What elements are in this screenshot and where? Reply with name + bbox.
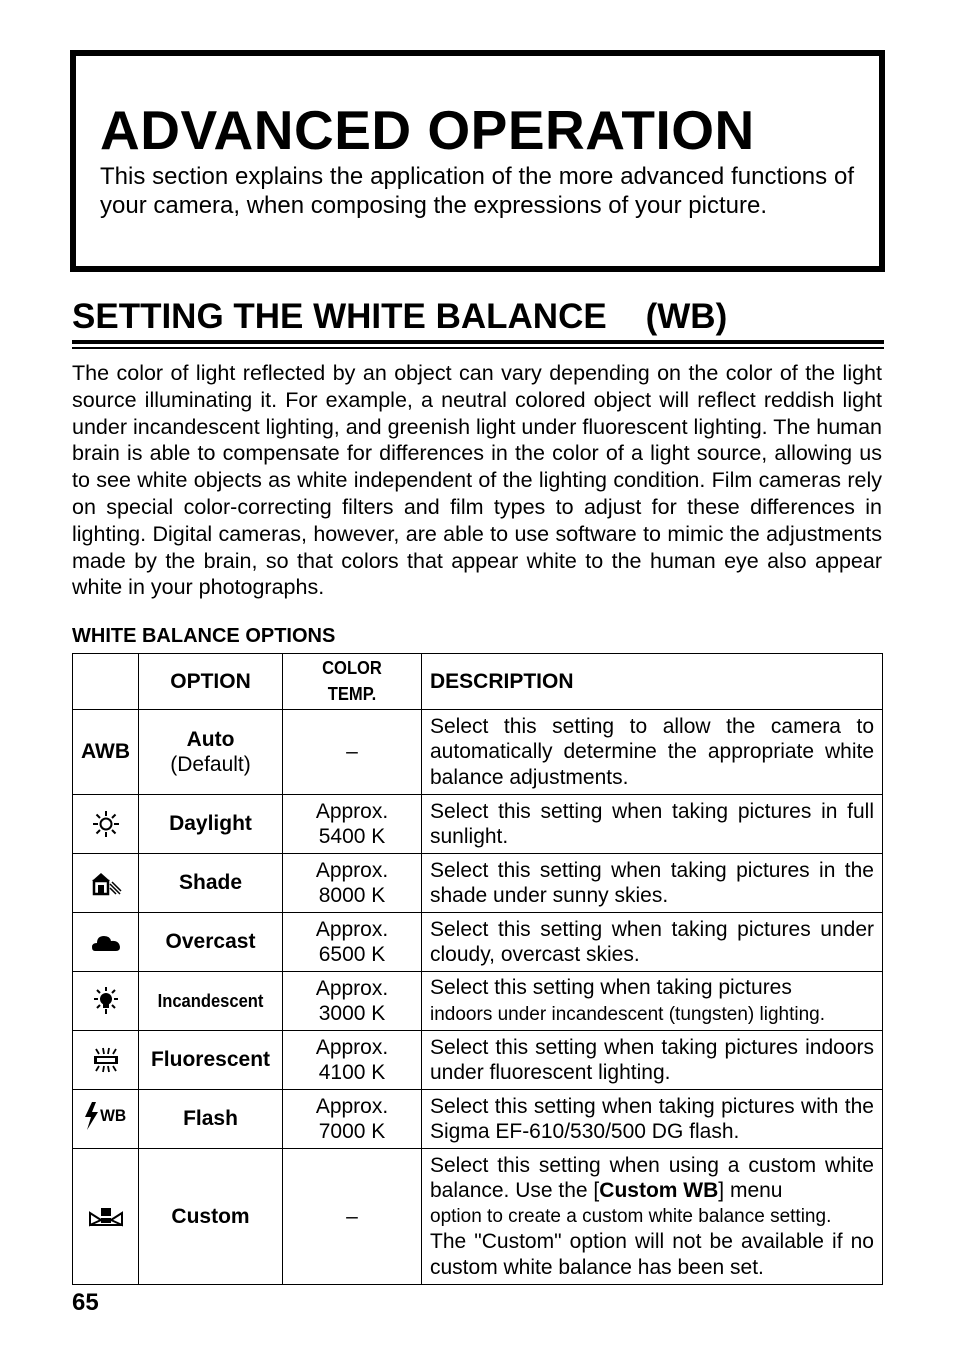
- shade-house-icon: [73, 854, 139, 913]
- fluorescent-tube-icon: [73, 1031, 139, 1090]
- header-intro: This section explains the application of the more advanced functions of your camera, when composing the expressions of your picture.: [100, 163, 854, 219]
- table-header-row: [73, 654, 883, 710]
- description-cell: Select this setting to allow the camera to automatically determine the appropriate white balance adjustments.: [422, 710, 883, 795]
- table-row: [73, 1149, 883, 1285]
- option-sub: (Default): [170, 753, 251, 776]
- option-name: Auto: [186, 727, 235, 751]
- description-cell: Select this setting when taking pictures with the Sigma EF-610/530/500 DG flash.: [422, 1090, 883, 1149]
- page-number: 65: [72, 1289, 99, 1316]
- table-row: [73, 1031, 883, 1090]
- color-temp-cell: Approx. 6500 K: [283, 913, 422, 972]
- color-temp-cell: Approx. 5400 K: [283, 795, 422, 854]
- color-temp-cell: –: [283, 710, 422, 795]
- description-cell: Select this setting when taking pictures in full sunlight.: [422, 795, 883, 854]
- description-cell: Select this setting when taking pictures in the shade under sunny skies.: [422, 854, 883, 913]
- option-name: Custom: [139, 1149, 283, 1285]
- description-cell: Select this setting when taking pictures indoors under fluorescent lighting.: [422, 1031, 883, 1090]
- custom-wb-menu-ref: Custom WB: [599, 1179, 719, 1203]
- option-name: Flash: [139, 1090, 283, 1149]
- color-temp-cell: –: [283, 1149, 422, 1285]
- header-icon-col: [73, 654, 139, 710]
- table-row: [73, 710, 883, 795]
- section-title: SETTING THE WHITE BALANCE (WB): [72, 297, 728, 336]
- table-row: [73, 795, 883, 854]
- flash-wb-icon: WB: [73, 1090, 139, 1149]
- description-cell: Select this setting when taking pictures indoors under incandescent (tungsten) lighting.: [422, 972, 883, 1031]
- incandescent-bulb-icon: [73, 972, 139, 1031]
- table-row: [73, 913, 883, 972]
- white-balance-table: [72, 653, 883, 1285]
- section-rule-thin: [72, 347, 884, 349]
- description-cell: Select this setting when taking pictures under cloudy, overcast skies.: [422, 913, 883, 972]
- option-cell: [139, 710, 283, 795]
- color-temp-cell: Approx. 8000 K: [283, 854, 422, 913]
- header-color-temp: COLOR TEMP.: [283, 654, 422, 710]
- table-row: [73, 854, 883, 913]
- custom-wb-icon: [73, 1149, 139, 1285]
- overcast-cloud-icon: [73, 913, 139, 972]
- color-temp-cell: Approx. 3000 K: [283, 972, 422, 1031]
- daylight-sun-icon: [73, 795, 139, 854]
- color-temp-cell: Approx. 4100 K: [283, 1031, 422, 1090]
- header-option: OPTION: [139, 654, 283, 710]
- option-name: Incandescent: [139, 972, 283, 1031]
- page-title: ADVANCED OPERATION: [100, 99, 755, 161]
- option-name: Fluorescent: [139, 1031, 283, 1090]
- table-row: [73, 1090, 883, 1149]
- color-temp-cell: Approx. 7000 K: [283, 1090, 422, 1149]
- table-row: [73, 972, 883, 1031]
- header-description: DESCRIPTION: [422, 654, 883, 710]
- option-name: Overcast: [139, 913, 283, 972]
- awb-icon: AWB: [73, 710, 139, 795]
- table-heading: WHITE BALANCE OPTIONS: [72, 625, 336, 647]
- description-cell: Select this setting when using a custom white balance. Use the [Custom WB] menu option to create a custom white balance setting. The "Custom" option will not be available if no custom white balance has been set.: [422, 1149, 883, 1285]
- option-name: Shade: [139, 854, 283, 913]
- section-rule-thick: [72, 340, 884, 344]
- header-box: [70, 50, 885, 272]
- section-body: The color of light reflected by an object can vary depending on the color of the light source illuminating it. For example, a neutral colored object will reflect reddish light under incandescent lighting, and greenish light under fluorescent lighting. The human brain is able to compensate for differences in the color of a light source, allowing us to see white objects as white independent of the lighting condition. Film cameras rely on special color-correcting filters and film types to adjust for these differences in lighting. Digital cameras, however, are able to use software to mimic the adjustments made by the brain, so that colors that appear white to the human eye also appear white in your photographs.: [72, 361, 882, 600]
- option-name: Daylight: [139, 795, 283, 854]
